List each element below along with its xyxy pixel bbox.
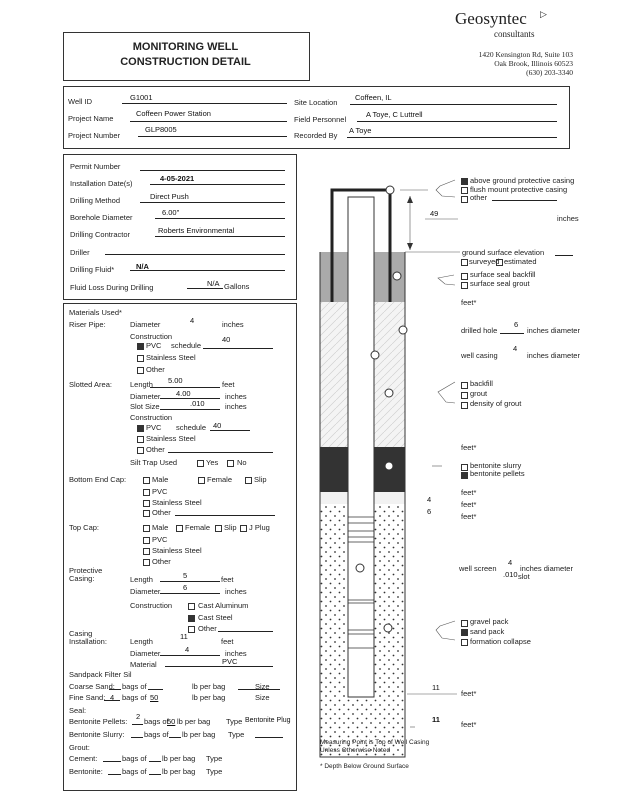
label: Male (152, 523, 169, 532)
label: sand pack (470, 627, 505, 636)
slot-value[interactable]: .010 (503, 570, 518, 579)
stickup-value[interactable]: 49 (430, 209, 439, 218)
label: gravel pack (470, 617, 509, 626)
grout-heading: Grout: (69, 743, 90, 752)
label: Diameter (130, 392, 161, 401)
field-personnel-label: Field Personnel (294, 115, 347, 124)
logo-subtitle: consultants (494, 29, 535, 39)
fluid-loss-unit: Gallons (224, 282, 250, 291)
permit-label: Permit Number (70, 162, 121, 171)
label: bentonite slurry (470, 461, 522, 470)
surveyed-checkbox[interactable] (461, 259, 468, 266)
protective-diameter-value[interactable]: 6 (183, 583, 188, 592)
label: Size (255, 693, 270, 702)
label: Construction (130, 332, 173, 341)
fluid-loss-value[interactable]: N/A (207, 279, 220, 288)
label: Other (146, 365, 165, 374)
label: Male (152, 475, 169, 484)
label: Type (228, 730, 245, 739)
label: surface seal grout (470, 279, 530, 288)
label: inches (225, 649, 247, 658)
label: Construction (130, 601, 173, 610)
label: feet* (461, 488, 477, 497)
label: density of grout (470, 399, 522, 408)
fine-sand-bags-value[interactable]: 4 (110, 693, 115, 702)
label: feet* (461, 298, 477, 307)
label: drilled hole (461, 326, 498, 335)
casing-length-value[interactable]: 11 (180, 632, 188, 641)
backfill-checkbox[interactable] (461, 382, 468, 389)
label: Other (152, 508, 171, 517)
bottom-cap-label: Bottom End Cap: (69, 475, 127, 484)
depth-value[interactable]: 11 (432, 683, 440, 692)
label: Cast Aluminum (198, 601, 249, 610)
project-number-value[interactable]: GLP8005 (145, 125, 177, 134)
slotted-diameter-value[interactable]: 4.00 (176, 389, 191, 398)
project-name-label: Project Name (68, 114, 114, 123)
depth-value[interactable]: 4 (427, 495, 432, 504)
label: inches diameter (520, 564, 573, 573)
contractor-value[interactable]: Roberts Environmental (158, 226, 235, 235)
grout-checkbox[interactable] (461, 392, 468, 399)
label: Cast Steel (198, 613, 233, 622)
estimated-checkbox[interactable] (496, 259, 503, 266)
label: PVC (146, 341, 162, 350)
driller-label: Driller (70, 248, 90, 257)
top-cap-label: Top Cap: (69, 523, 100, 532)
field-personnel-value[interactable]: A Toye, C Luttrell (366, 110, 423, 119)
slot-size-value[interactable]: .010 (190, 399, 205, 408)
label: Other (198, 624, 217, 633)
label: Bentonite: (69, 767, 103, 776)
label: surveyed (469, 257, 500, 266)
label: feet* (461, 689, 477, 698)
arrow-down-icon (407, 243, 413, 250)
drilling-fluid-label: Drilling Fluid* (70, 265, 115, 274)
label: Diameter (130, 320, 161, 329)
label: Coarse Sand: (69, 682, 115, 691)
label: lb per bag (192, 693, 226, 702)
label: Length (130, 637, 153, 646)
label: schedule (171, 341, 202, 350)
label: bentonite pellets (470, 469, 525, 478)
note: Measuring Point is Top of Well Casing (320, 739, 430, 746)
label: Bentonite Pellets: (69, 717, 128, 726)
label: Type (226, 717, 243, 726)
materials-heading: Materials Used* (69, 308, 122, 317)
label: inches (557, 214, 579, 223)
label: flush mount protective casing (470, 185, 568, 194)
label: Stainless Steel (152, 498, 202, 507)
logo-arrow-icon: ▷ (540, 9, 547, 19)
well-casing (348, 197, 374, 697)
label: Length (130, 380, 153, 389)
label: No (237, 458, 247, 467)
label: surface seal backfill (470, 270, 536, 279)
project-number-label: Project Number (68, 131, 121, 140)
riser-schedule-value[interactable]: 40 (222, 335, 231, 344)
install-date-value[interactable]: 4-05-2021 (160, 174, 195, 183)
protective-length-value[interactable]: 5 (183, 571, 188, 580)
casing-installation-label: Casing (69, 629, 93, 638)
note: Unless Otherwise Noted (320, 747, 391, 754)
above-ground-checkbox[interactable] (461, 178, 468, 185)
label: lb per bag (162, 767, 196, 776)
seal-grout-checkbox[interactable] (461, 282, 468, 289)
drilling-method-label: Drilling Method (70, 196, 121, 205)
label: above ground protective casing (470, 176, 575, 185)
label: Yes (206, 458, 219, 467)
label: schedule (176, 423, 207, 432)
recorded-by-value[interactable]: A Toye (349, 126, 372, 135)
label: inches (225, 402, 247, 411)
riser-pipe-label: Riser Pipe: (69, 320, 106, 329)
label: feet (221, 575, 234, 584)
label: bags of (122, 767, 147, 776)
label: well casing (461, 351, 498, 360)
casing-installation-label: Installation: (69, 637, 107, 646)
protective-casing-label: Protective (69, 566, 103, 575)
well-id-value[interactable]: G1001 (130, 93, 153, 102)
label: feet (222, 380, 235, 389)
label: PVC (152, 487, 168, 496)
seal-heading: Seal: (69, 706, 87, 715)
label: backfill (470, 379, 493, 388)
label: Female (185, 523, 211, 532)
label: feet (221, 637, 234, 646)
label: lb per bag (182, 730, 216, 739)
company-logo: Geosyntec (455, 9, 527, 28)
casing-diameter-value[interactable]: 4 (185, 645, 190, 654)
well-screen-value[interactable]: 4 (508, 558, 513, 567)
footnote: * Depth Below Ground Surface (320, 763, 409, 770)
label: lb per bag (177, 717, 211, 726)
recorded-by-label: Recorded By (294, 131, 338, 140)
bentonite-callout (386, 463, 393, 470)
depth-value[interactable]: 6 (427, 507, 432, 516)
label: Type (206, 754, 223, 763)
depth-value[interactable]: 11 (432, 715, 440, 724)
label: Diameter (130, 587, 161, 596)
seal-backfill-checkbox[interactable] (461, 273, 468, 280)
project-name-value[interactable]: Coffeen Power Station (136, 109, 211, 118)
page-title: MONITORING WELL (132, 41, 239, 53)
ground-surface-label: ground surface elevation (462, 248, 545, 257)
label: feet* (461, 500, 477, 509)
label: Bentonite Slurry: (69, 730, 125, 739)
label: Construction (130, 413, 173, 422)
label: bags of (122, 682, 147, 691)
label: well screen (459, 564, 497, 573)
label: other (470, 193, 488, 202)
install-date-label: Installation Date(s) (70, 179, 133, 188)
drilling-fluid-value[interactable]: N/A (136, 262, 149, 271)
label: feet* (461, 443, 477, 452)
label: Female (207, 475, 233, 484)
label: J Plug (249, 523, 270, 532)
contractor-label: Drilling Contractor (70, 230, 131, 239)
label: inches (225, 587, 247, 596)
label: bags of (144, 717, 169, 726)
label: PVC (152, 535, 168, 544)
slotted-schedule-value[interactable]: 40 (213, 421, 222, 430)
borehole-value[interactable]: 6.00" (162, 208, 180, 217)
bentonite-slurry-checkbox[interactable] (461, 464, 468, 471)
label: Slip (254, 475, 267, 484)
phone: (630) 203-3340 (526, 68, 573, 77)
label: Size (255, 682, 270, 691)
other-checkbox[interactable] (461, 196, 468, 203)
formation-collapse-checkbox[interactable] (461, 639, 468, 646)
label: Slot Size (130, 402, 160, 411)
sandpack-heading: Sandpack Filter Sil (69, 670, 132, 679)
address-line: Oak Brook, Illinois 60523 (494, 59, 573, 68)
drilled-hole-value[interactable]: 6 (514, 320, 519, 329)
label: inches diameter (527, 351, 580, 360)
page-title: CONSTRUCTION DETAIL (120, 56, 251, 68)
label: Length (130, 575, 153, 584)
label: formation collapse (470, 637, 531, 646)
field-line (555, 255, 573, 256)
riser-diameter-value[interactable]: 4 (190, 316, 195, 325)
label: Material (130, 660, 157, 669)
label: Cement: (69, 754, 98, 763)
label: Diameter (130, 649, 161, 658)
flush-mount-checkbox[interactable] (461, 187, 468, 194)
pellet-type-value[interactable]: Bentonite Plug (245, 717, 291, 724)
label: bags of (144, 730, 169, 739)
label: Slip (224, 523, 237, 532)
borehole-label: Borehole Diameter (70, 213, 133, 222)
arrow-up-icon (407, 196, 413, 203)
label: slot (518, 572, 530, 581)
fine-sand-lb-value[interactable]: 50 (150, 693, 159, 702)
well-id-label: Well ID (68, 97, 93, 106)
sand-pack-checkbox[interactable] (461, 629, 468, 636)
label: Type (206, 767, 223, 776)
pellet-lb-value[interactable]: 50 (167, 717, 176, 726)
label: inches (225, 392, 247, 401)
label: Fine Sand: (69, 693, 106, 702)
label: Stainless Steel (146, 353, 196, 362)
label: Stainless Steel (152, 546, 202, 555)
label: lb per bag (192, 682, 226, 691)
label: lb per bag (162, 754, 196, 763)
field-line (500, 333, 524, 334)
pellet-bags-value[interactable]: 2 (136, 712, 141, 721)
slotted-area-label: Slotted Area: (69, 380, 112, 389)
label: inches diameter (527, 326, 580, 335)
fluid-loss-label: Fluid Loss During Drilling (70, 283, 154, 292)
site-location-label: Site Location (294, 98, 338, 107)
label: grout (470, 389, 488, 398)
label: bags of (122, 693, 147, 702)
slotted-length-value[interactable]: 5.00 (168, 376, 183, 385)
label: PVC (146, 423, 162, 432)
casing-material-value[interactable]: PVC (222, 657, 238, 666)
label: bags of (122, 754, 147, 763)
bentonite-pellets-checkbox[interactable] (461, 472, 468, 479)
label: Stainless Steel (146, 434, 196, 443)
address-line: 1420 Kensington Rd, Suite 103 (478, 50, 573, 59)
leader-lines (400, 180, 460, 727)
label: Other (152, 557, 171, 566)
density-checkbox[interactable] (461, 402, 468, 409)
label: Other (146, 445, 165, 454)
site-location-value[interactable]: Coffeen, IL (355, 93, 392, 102)
label: estimated (504, 257, 537, 266)
well-casing-value[interactable]: 4 (513, 344, 518, 353)
field-line (492, 200, 557, 201)
label: Silt Trap Used (130, 458, 178, 467)
label: feet* (461, 512, 477, 521)
label: inches (222, 320, 244, 329)
gravel-pack-checkbox[interactable] (461, 620, 468, 627)
label: feet* (461, 720, 477, 729)
protective-casing-label: Casing: (69, 574, 95, 583)
drilling-method-value[interactable]: Direct Push (150, 192, 189, 201)
